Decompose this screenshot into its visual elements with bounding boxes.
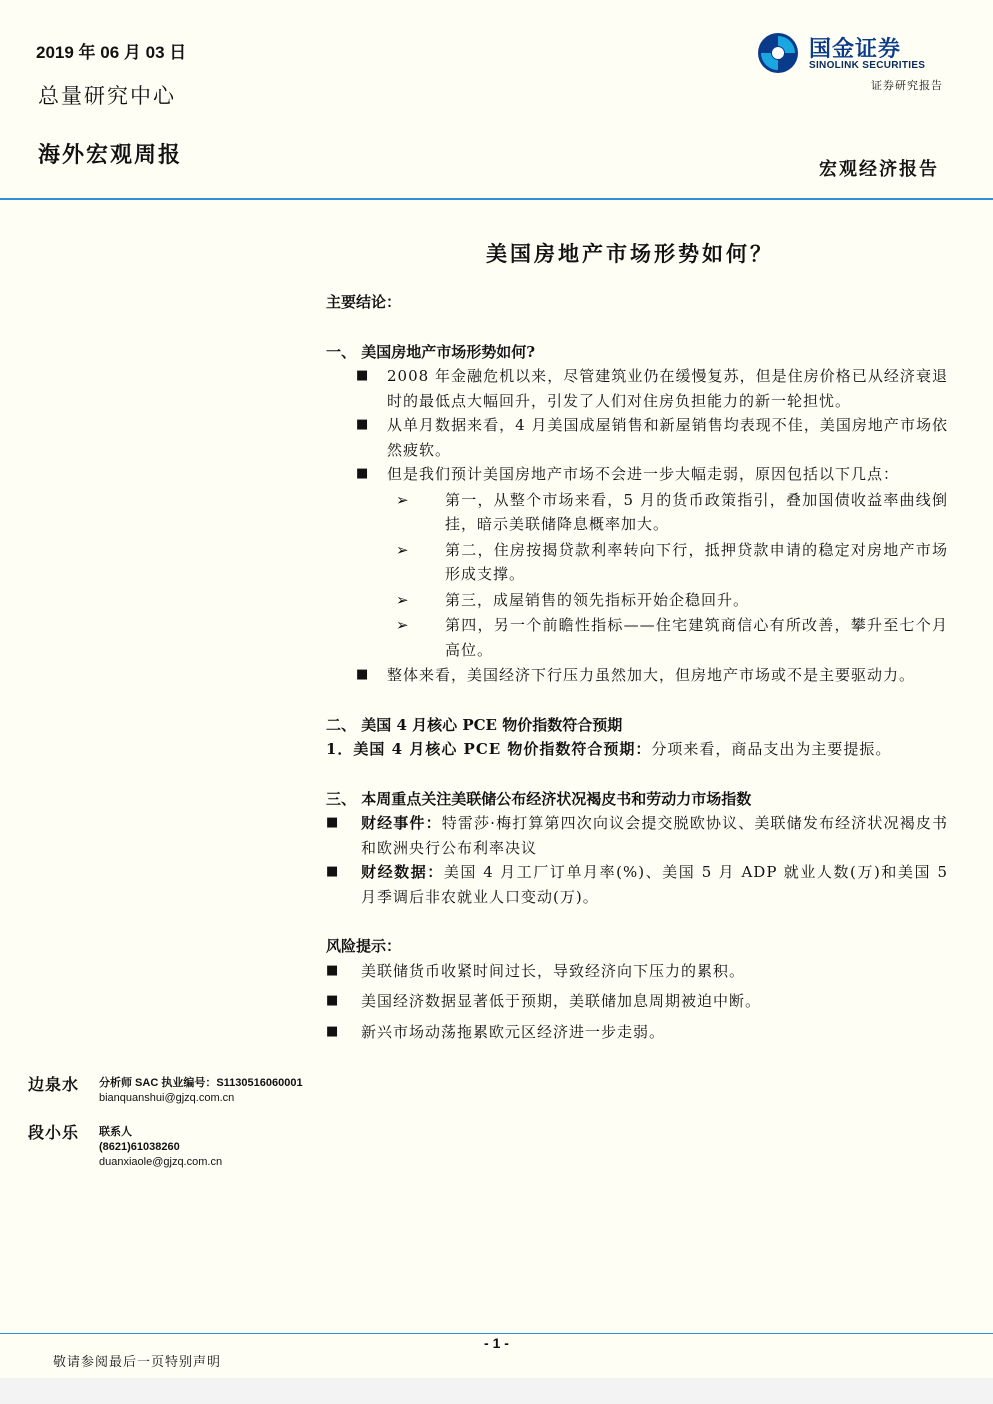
logo-chinese-text: 国金证券 <box>809 37 902 62</box>
arrow-bullet-icon: ➢ <box>396 616 410 634</box>
header-divider <box>0 198 993 200</box>
analyst-role: 联系人 <box>99 1126 132 1138</box>
sub-list-item: ➢ 第二，住房按揭贷款利率转向下行，抵押贷款申请的稳定对房地产市场形成支撑。 <box>326 538 948 587</box>
analyst-role: 分析师 SAC 执业编号：S1130516060001 <box>99 1077 303 1089</box>
analyst-email[interactable]: duanxiaole@gjzq.com.cn <box>99 1156 223 1168</box>
page-number: - 1 - <box>484 1335 509 1351</box>
square-bullet-icon: ■ <box>326 864 340 879</box>
sub-list-item: ➢ 第一，从整个市场来看，5 月的货币政策指引，叠加国债收益率曲线倒挂，暗示美联储降息概率加大。 <box>326 488 948 537</box>
section3-heading: 三、 本周重点关注美联储公布经济状况褐皮书和劳动力市场指数 <box>326 789 752 808</box>
square-bullet-icon: ■ <box>326 962 340 978</box>
square-bullet-icon: ■ <box>356 667 370 682</box>
sub-list-item: ➢ 第三，成屋销售的领先指标开始企稳回升。 <box>326 588 948 613</box>
arrow-bullet-icon: ➢ <box>396 540 410 559</box>
list-item: ■ 但是我们预计美国房地产市场不会进一步大幅走弱，原因包括以下几点： <box>326 462 948 487</box>
disclaimer: 敬请参阅最后一页特别声明 <box>53 1355 222 1370</box>
footer-band <box>0 1378 993 1404</box>
risk-heading: 风险提示： <box>326 937 402 955</box>
sinolink-logo-icon <box>757 32 799 74</box>
section2-item: 1．美国 4 月核心 PCE 物价指数符合预期：分项来看，商品支出为主要提振。 <box>326 740 892 758</box>
square-bullet-icon: ■ <box>356 466 370 481</box>
list-item: ■ 新兴市场动荡拖累欧元区经济进一步走弱。 <box>326 1020 948 1045</box>
report-type: 宏观经济报告 <box>819 159 939 180</box>
section1-heading: 一、 美国房地产市场形势如何? <box>326 342 536 361</box>
square-bullet-icon: ■ <box>326 993 340 1008</box>
analyst-email[interactable]: bianquanshui@gjzq.com.cn <box>99 1092 235 1104</box>
company-logo <box>757 30 947 76</box>
list-item: ■ 从单月数据来看，4 月美国成屋销售和新屋销售均表现不佳，美国房地产市场依然疲软。 <box>326 413 948 462</box>
report-kind: 证券研究报告 <box>871 79 943 92</box>
analyst-name: 段小乐 <box>28 1123 80 1142</box>
list-item: ■ 财经数据：美国 4 月工厂订单月率(%)、美国 5 月 ADP 就业人数(万)和美国 5 月季调后非农就业人口变动(万)。 <box>326 860 948 909</box>
conclusion-heading: 主要结论： <box>326 293 402 311</box>
report-date: 2019 年 06 月 03 日 <box>36 43 187 62</box>
page-title: 美国房地产市场形势如何？ <box>486 241 774 266</box>
square-bullet-icon: ■ <box>356 368 370 383</box>
sub-list-item: ➢ 第四，另一个前瞻性指标——住宅建筑商信心有所改善，攀升至七个月高位。 <box>326 613 948 662</box>
analyst-name: 边泉水 <box>28 1075 80 1094</box>
section2-heading: 二、 美国 4 月核心 PCE 物价指数符合预期 <box>326 715 623 734</box>
square-bullet-icon: ■ <box>356 417 370 432</box>
list-item: ■ 美联储货币收紧时间过长，导致经济向下压力的累积。 <box>326 959 948 984</box>
analyst-card <box>28 1120 318 1170</box>
analyst-phone: (8621)61038260 <box>99 1141 180 1153</box>
arrow-bullet-icon: ➢ <box>396 590 410 609</box>
logo-english-text: SINOLINK SECURITIES <box>809 60 926 71</box>
arrow-bullet-icon: ➢ <box>396 490 410 509</box>
analyst-card <box>28 1072 318 1112</box>
footer-divider <box>0 1333 993 1334</box>
list-item: ■ 2008 年金融危机以来，尽管建筑业仍在缓慢复苏，但是住房价格已从经济衰退时的最低点大幅回升，引发了人们对住房负担能力的新一轮担忧。 <box>326 364 948 413</box>
department-name: 总量研究中心 <box>38 84 176 108</box>
main-content <box>326 290 948 1044</box>
square-bullet-icon: ■ <box>326 815 340 830</box>
report-series: 海外宏观周报 <box>38 142 183 168</box>
list-item: ■ 美国经济数据显著低于预期，美联储加息周期被迫中断。 <box>326 989 948 1014</box>
list-item: ■ 整体来看，美国经济下行压力虽然加大，但房地产市场或不是主要驱动力。 <box>326 663 948 688</box>
square-bullet-icon: ■ <box>326 1023 340 1039</box>
list-item: ■ 财经事件：特雷莎·梅打算第四次向议会提交脱欧协议、美联储发布经济状况褐皮书和欧洲央行公布利率决议 <box>326 811 948 860</box>
